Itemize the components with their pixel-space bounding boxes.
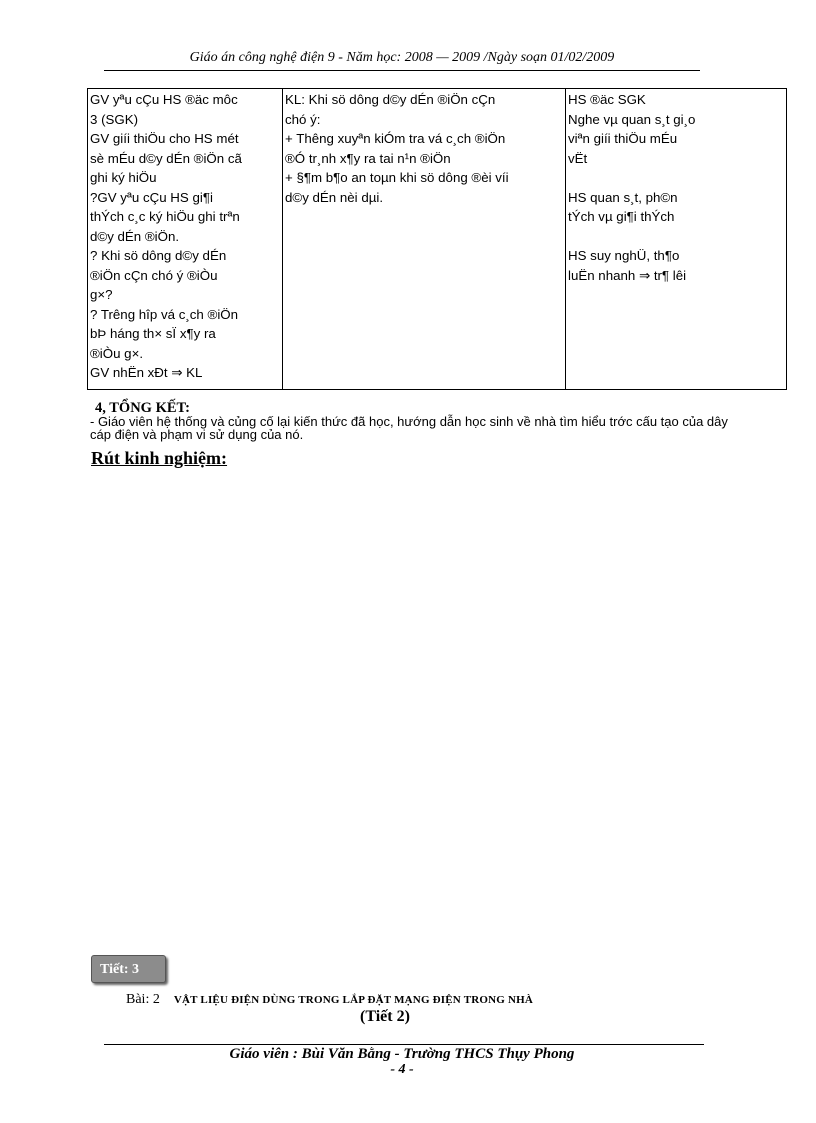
experience-title: Rút kinh nghiệm: <box>91 448 228 468</box>
table-row <box>88 89 787 390</box>
teacher-line: ?GV yªu cÇu HS gi¶i <box>90 189 213 205</box>
page-header: Giáo án công nghệ điện 9 - Năm học: 2008 — 2009 /Ngày soạn 01/02/2009 <box>189 50 615 65</box>
student-line: viªn giíi thiÖu mÉu <box>568 131 678 146</box>
lesson-part: (Tiết 2) <box>360 1008 410 1025</box>
teacher-line: d©y dÉn ®iÖn. <box>90 228 180 244</box>
content-line: d©y dÉn nèi dµi. <box>285 189 384 205</box>
student-line: tÝch vµ gi¶i thÝch <box>568 209 675 224</box>
content-line: + §¶m b¶o an toµn khi sö dông ®èi víi <box>285 170 509 185</box>
student-line: HS quan s¸t, ph©n <box>568 189 678 205</box>
page-number: - 4 - <box>390 1062 414 1077</box>
teacher-line: ghi ký hiÖu <box>90 170 157 185</box>
teacher-line: ®iÖn cÇn chó ý ®iÒu <box>90 267 218 283</box>
student-line: HS ®äc SGK <box>568 92 646 107</box>
student-line: HS suy nghÜ, th¶o <box>568 248 680 263</box>
summary-title: 4, TỔNG KẾT: <box>95 400 190 416</box>
teacher-line: bÞ háng th× sÏ x¶y ra <box>90 326 216 341</box>
header-divider <box>104 70 700 71</box>
teacher-line: ®iÒu g×. <box>90 345 144 361</box>
student-line: luËn nhanh ⇒ tr¶ lêi <box>568 267 687 283</box>
student-activity-cell <box>566 89 787 390</box>
teacher-line: ? Khi sö dông d©y dÉn <box>90 248 227 263</box>
content-line: + Thêng xuyªn kiÓm tra vá c¸ch ®iÖn <box>285 131 506 146</box>
spacer <box>568 227 784 247</box>
teacher-line: thÝch c¸c ký hiÖu ghi trªn <box>90 209 240 224</box>
teacher-line: GV giíi thiÖu cho HS mét <box>90 131 239 146</box>
content-line: chó ý: <box>285 111 321 127</box>
teacher-line: GV nhËn xÐt ⇒ KL <box>90 365 203 380</box>
teacher-line: sè mÉu d©y dÉn ®iÖn cã <box>90 150 242 166</box>
lesson-title: VẬT LIỆU ĐIỆN DÙNG TRONG LẮP ĐẶT MẠNG ĐIỆN TRONG NHÀ <box>173 994 534 1006</box>
lesson-number: Bài: 2 <box>126 992 160 1007</box>
teacher-activity-cell <box>88 89 283 390</box>
student-line: vËt <box>568 150 588 166</box>
page-footer: Giáo viên : Bùi Văn Bằng - Trường THCS Thụy Phong <box>229 1046 575 1062</box>
lesson-period-badge: Tiết: 3 <box>91 955 166 983</box>
spacer <box>568 168 784 188</box>
content-line: ®Ó tr¸nh x¶y ra tai n¹n ®iÖn <box>285 150 451 166</box>
footer-divider <box>104 1044 704 1045</box>
summary-text: - Giáo viên hệ thống và củng cố lại kiến thức đã học, hướng dẫn học sinh về nhà tìm hiểu trớc cấu tạo của dây cáp điện và phạm vi sử dụng của nó. <box>90 414 728 442</box>
lesson-heading <box>126 990 533 1008</box>
content-cell <box>283 89 566 390</box>
teacher-line: 3 (SGK) <box>90 111 139 127</box>
lesson-table <box>87 88 787 390</box>
teacher-line: g×? <box>90 287 113 302</box>
teacher-line: GV yªu cÇu HS ®äc môc <box>90 92 238 107</box>
content-line: KL: Khi sö dông d©y dÉn ®iÖn cÇn <box>285 92 496 107</box>
teacher-line: ? Trêng hîp vá c¸ch ®iÖn <box>90 306 239 322</box>
student-line: Nghe vµ quan s¸t gi¸o <box>568 111 696 127</box>
